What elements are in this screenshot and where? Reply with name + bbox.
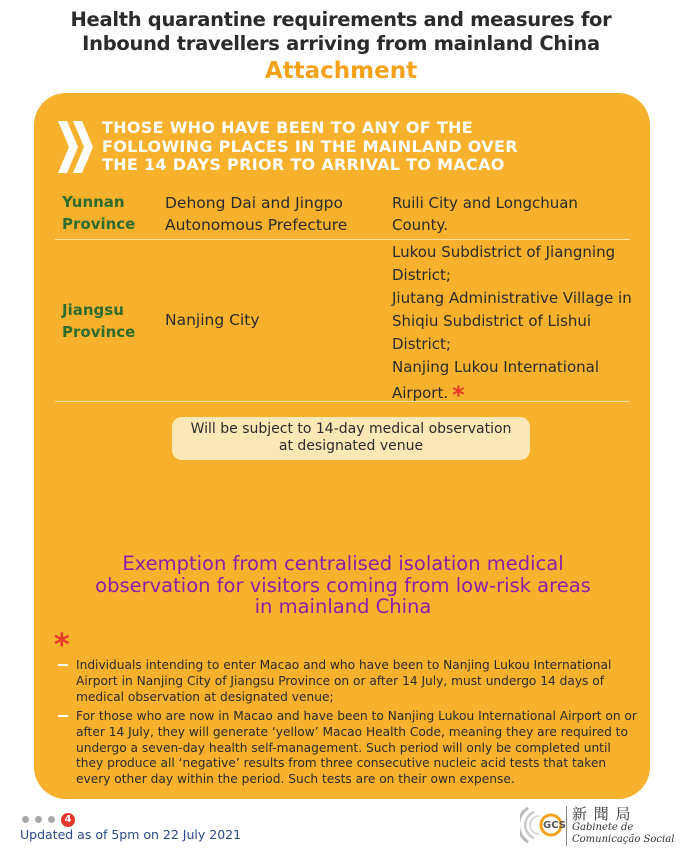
headline-line-1: THOSE WHO HAVE BEEN TO ANY OF THE — [102, 118, 473, 137]
province-suffix: Province — [62, 215, 136, 233]
city-cell: Nanjing City — [165, 311, 260, 329]
detail-line: District; — [392, 266, 451, 284]
province-name: Jiangsu — [62, 301, 124, 319]
logo-divider — [566, 806, 567, 846]
table-row-jiangsu — [55, 240, 632, 409]
note-item — [58, 658, 638, 705]
observation-line-2: at designated venue — [278, 438, 424, 454]
exemption-line-1: Exemption from centralised isolation medical — [122, 552, 564, 575]
updated-timestamp: Updated as of 5pm on 22 July 2021 — [20, 827, 242, 842]
dash-bullet-icon — [58, 715, 68, 717]
logo-name-line-1: Gabinete de — [572, 822, 634, 833]
exemption-heading — [60, 553, 626, 618]
page-dot[interactable] — [22, 816, 29, 823]
detail-line: Nanjing Lukou International — [392, 358, 599, 376]
logo-chinese-name: 新 聞 局 — [572, 805, 632, 823]
title-line-1: Health quarantine requirements and measures for — [70, 8, 612, 31]
page-title — [0, 8, 682, 56]
note-item — [58, 709, 638, 788]
detail-line-with-star — [392, 379, 632, 409]
detail-line: County. — [392, 216, 449, 234]
dash-bullet-icon — [58, 664, 68, 666]
page-dot[interactable] — [35, 816, 42, 823]
observation-line-1: Will be subject to 14-day medical observation — [190, 421, 512, 437]
city-line: Dehong Dai and Jingpo — [165, 194, 343, 212]
exemption-line-2: observation for visitors coming from low-risk areas — [95, 573, 591, 597]
headline-line-2: FOLLOWING PLACES IN THE MAINLAND OVER — [102, 136, 518, 156]
detail-line: Jiutang Administrative Village in — [392, 289, 632, 307]
page-dot[interactable] — [48, 816, 55, 823]
province-name: Yunnan — [62, 193, 125, 211]
note-text: Individuals intending to enter Macao and who have been to Nanjing Lukou International Airport in Nanjing City of Jiangsu Province on or after 14 July, must undergo 14 days of medical observation at designated venue; — [76, 658, 612, 704]
asterisk-icon: * — [452, 381, 465, 409]
gcs-logo — [520, 800, 680, 850]
note-text: For those who are now in Macao and have been to Nanjing Lukou International Airport on or after 14 July, they will generate ‘yellow’ Macao Health Code, meaning they are required to undergo a seven-day health self-management. Such period will only be completed until they produce all ‘negative’ results from three consecutive nucleic acid tests that taken every other day within the period. Such tests are on their own expense. — [76, 709, 637, 787]
title-line-2: Inbound travellers arriving from mainland China — [82, 32, 600, 55]
province-cell — [62, 299, 135, 343]
city-cell — [165, 192, 347, 236]
detail-cell — [392, 192, 632, 236]
detail-line: Ruili City and Longchuan — [392, 194, 578, 212]
province-cell — [62, 191, 135, 235]
section-headline — [102, 119, 642, 175]
province-suffix: Province — [62, 323, 136, 341]
asterisk-icon: * — [54, 628, 70, 663]
detail-line: Shiqiu Subdistrict of Lishui — [392, 312, 592, 330]
attachment-subtitle: Attachment — [264, 58, 418, 84]
city-line: Autonomous Prefecture — [165, 216, 348, 234]
current-page-badge[interactable]: 4 — [61, 813, 75, 827]
logo-abbr: GCS — [543, 820, 566, 831]
detail-line: Lukou Subdistrict of Jiangning — [392, 243, 616, 261]
table-row-yunnan — [55, 187, 630, 240]
exemption-line-3: in mainland China — [254, 595, 432, 618]
observation-callout — [172, 417, 530, 460]
detail-cell — [392, 241, 632, 409]
headline-line-3: THE 14 DAYS PRIOR TO ARRIVAL TO MACAO — [102, 155, 505, 174]
detail-line: Airport. — [392, 384, 449, 402]
double-chevron-icon — [58, 121, 94, 173]
detail-line: District; — [392, 335, 451, 353]
logo-name-line-2: Comunicação Social — [572, 834, 675, 845]
